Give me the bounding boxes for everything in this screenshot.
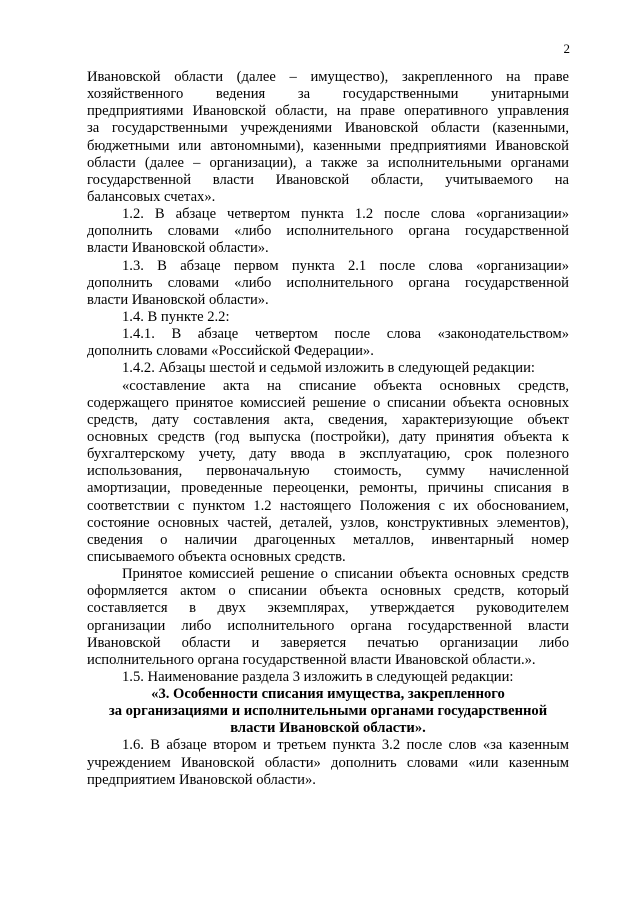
text-line: бюджетными или автономными), казенными предприятиями Ивановской xyxy=(87,137,569,154)
document-body xyxy=(87,69,569,789)
text-line: 1.4.2. Абзацы шестой и седьмой изложить в следующей редакции: xyxy=(122,360,535,377)
text-line: дополнить словами «либо исполнительного органа государственной xyxy=(87,223,569,240)
text-line: «составление акта на списание объекта основных средств, xyxy=(122,377,569,394)
text-line: предприятием Ивановской области». xyxy=(87,771,316,788)
text-line: средств, дату составления акта, сведения, характеризующие объект xyxy=(87,411,569,428)
text-line: 1.2. В абзаце четвертом пункта 1.2 после слова «организации» xyxy=(122,206,569,223)
text-line: бухгалтерскому учету, дату ввода в эксплуатацию, срок полезного xyxy=(87,446,569,463)
text-line: 1.4. В пункте 2.2: xyxy=(122,308,230,325)
section-heading-line: «3. Особенности списания имущества, закрепленного xyxy=(151,686,505,703)
text-line: хозяйственного ведения за государственными унитарными xyxy=(87,86,569,103)
text-line: балансовых счетах». xyxy=(87,188,216,205)
text-line: организации либо исполнительного органа государственной власти xyxy=(87,617,569,634)
text-line: составляется в двух экземплярах, утверждается руководителем xyxy=(87,600,569,617)
page-number: 2 xyxy=(563,41,570,56)
text-line: амортизации, проведенные переоценки, ремонты, причины списания в xyxy=(87,480,569,497)
text-line: дополнить словами «либо исполнительного органа государственной xyxy=(87,274,569,291)
section-heading-line: за организациями и исполнительными органами государственной xyxy=(108,703,548,720)
text-line: 1.5. Наименование раздела 3 изложить в следующей редакции: xyxy=(122,668,514,685)
text-line: дополнить словами «Российской Федерации». xyxy=(87,343,374,360)
text-line: содержащего принятое комиссией решение о списании объекта основных xyxy=(87,394,569,411)
text-line: основных средств (год выпуска (постройки), дату принятия объекта к xyxy=(87,428,569,445)
text-line: власти Ивановской области». xyxy=(87,291,269,308)
text-line: Ивановской области и заверяется печатью организации либо xyxy=(87,634,569,651)
text-line: 1.6. В абзаце втором и третьем пункта 3.2 после слов «за казенным xyxy=(122,737,569,754)
text-line: предприятиями Ивановской области, на праве оперативного управления xyxy=(87,103,569,120)
text-line: 1.3. В абзаце первом пункта 2.1 после слова «организации» xyxy=(122,257,569,274)
text-line: исполнительного органа государственной власти Ивановской области.». xyxy=(87,651,536,668)
text-line: Ивановской области (далее – имущество), закрепленного на праве xyxy=(87,69,569,85)
text-line: использования, первоначальную стоимость, сумму начисленной xyxy=(87,463,569,480)
section-heading-line: власти Ивановской области». xyxy=(230,720,426,737)
text-line: списываемого объекта основных средств. xyxy=(87,548,346,565)
text-line: 1.4.1. В абзаце четвертом после слова «законодательством» xyxy=(122,326,569,343)
text-line: оформляется актом о списании объекта основных средств, который xyxy=(87,583,569,600)
text-line: государственной власти Ивановской области, учитываемого на xyxy=(87,171,569,188)
text-line: Принятое комиссией решение о списании объекта основных средств xyxy=(122,566,569,583)
text-line: состояние основных частей, деталей, узлов, конструктивных элементов), xyxy=(87,514,569,531)
text-line: за государственными учреждениями Ивановской области (казенными, xyxy=(87,120,569,137)
text-line: сведения о наличии драгоценных металлов, инвентарный номер xyxy=(87,531,569,548)
text-line: соответствии с пунктом 1.2 настоящего Положения с их обоснованием, xyxy=(87,497,569,514)
text-line: учреждением Ивановской области» дополнить словами «или казенным xyxy=(87,754,569,771)
text-line: власти Ивановской области». xyxy=(87,240,269,257)
text-line: области (далее – организации), а также за исполнительными органами xyxy=(87,154,569,171)
